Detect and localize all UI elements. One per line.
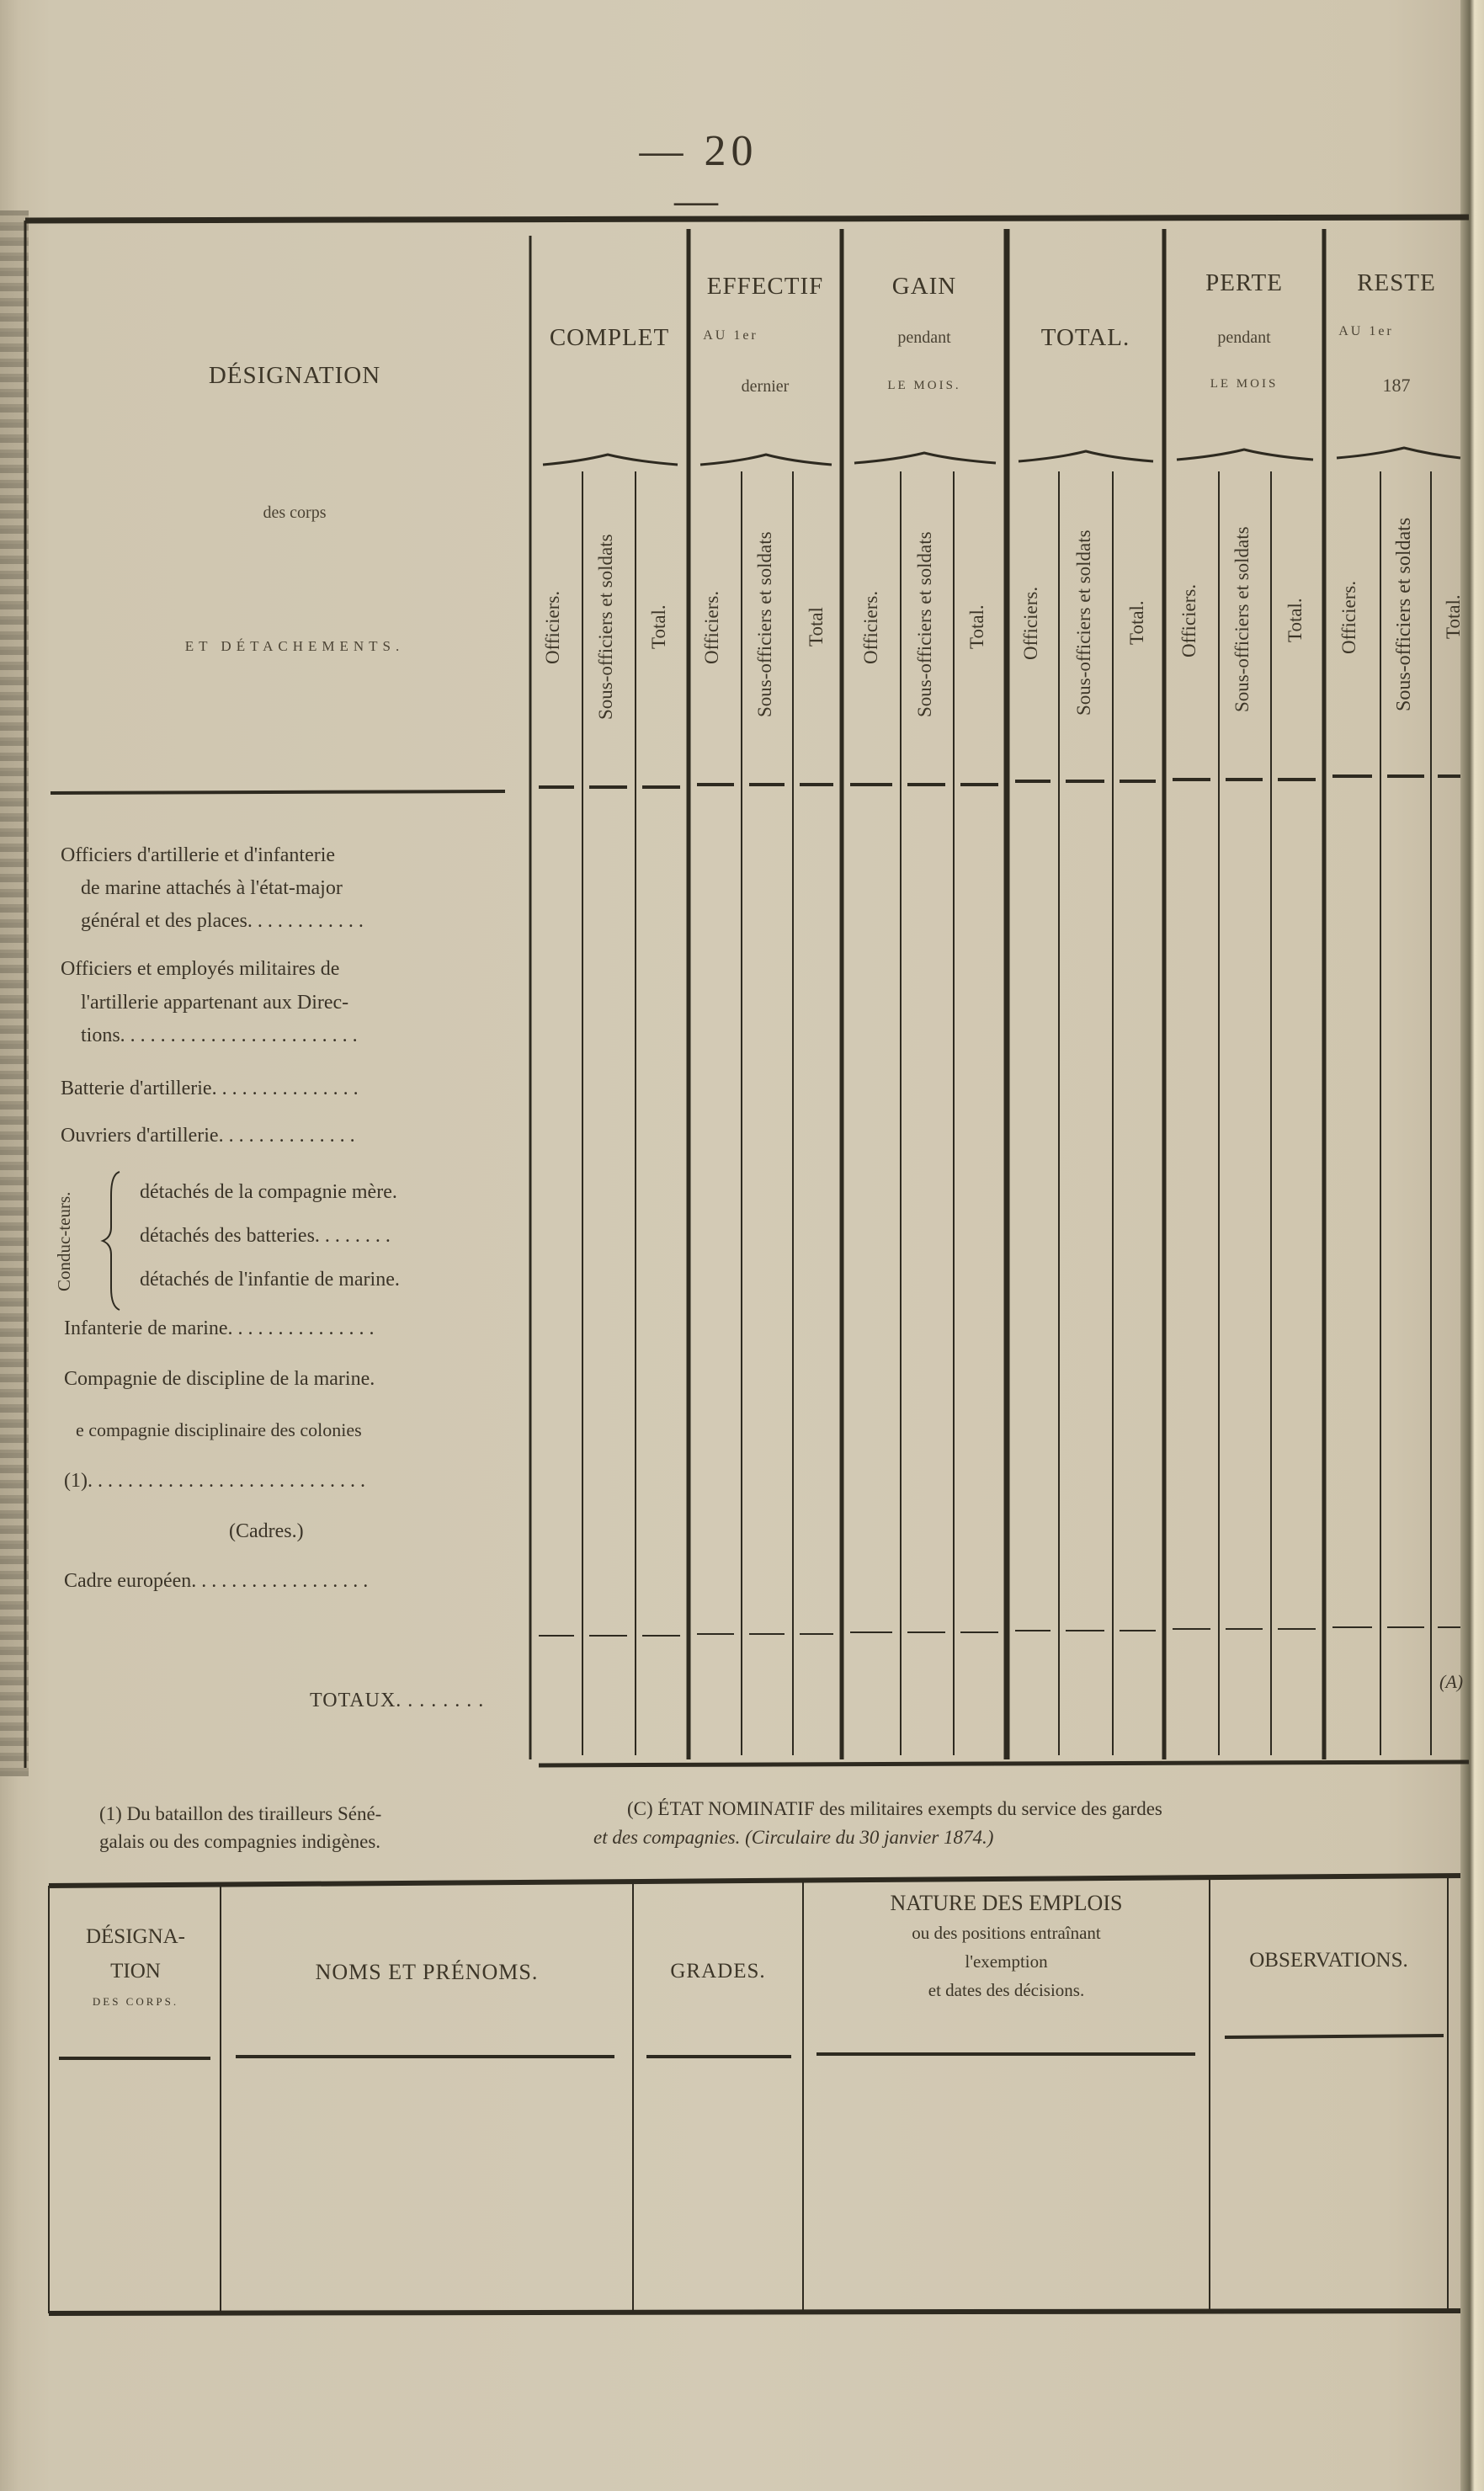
row-officiers-artillerie-2: de marine attachés à l'état-major bbox=[81, 877, 343, 899]
table2-col-nature-2: ou des positions entraînant bbox=[912, 1923, 1101, 1943]
row-officiers-employes-3: tions. . . . . . . . . . . . . . . . . . . . . . . . bbox=[81, 1025, 358, 1046]
row-conducteurs-batteries: détachés des batteries. . . . . . . . bbox=[140, 1225, 391, 1247]
group-gain-line3: LE MOIS. bbox=[887, 379, 961, 392]
row-officiers-employes: Officiers et employés militaires de bbox=[61, 958, 340, 980]
row-batterie-artillerie: Batterie d'artillerie. . . . . . . . . . . . . . . bbox=[61, 1078, 359, 1099]
group-complet-title: COMPLET bbox=[549, 324, 670, 351]
designation-subtitle-2: ET DÉTACHEMENTS. bbox=[184, 638, 405, 654]
row-compagnie-disciplinaire: e compagnie disciplinaire des colonies bbox=[76, 1419, 362, 1440]
state-nominatif-title: (C) ÉTAT NOMINATIF des militaires exempts du service des gardes bbox=[627, 1798, 1162, 1819]
row-officiers-artillerie-3: général et des places. . . . . . . . . . . . bbox=[81, 910, 364, 932]
row-officiers-employes-2: l'artillerie appartenant aux Direc- bbox=[81, 992, 349, 1014]
perte-officiers: Officiers. bbox=[1178, 583, 1199, 657]
table2-col-designation-3: DES CORPS. bbox=[92, 1995, 179, 2008]
perte-total: Total. bbox=[1285, 598, 1306, 643]
complet-total: Total. bbox=[648, 604, 669, 650]
total-sous-officiers: Sous-officiers et soldats bbox=[1073, 530, 1094, 716]
effectif-total: Total bbox=[806, 607, 827, 647]
reste-sous-officiers: Sous-officiers et soldats bbox=[1393, 517, 1415, 712]
row-note-1: (1). . . . . . . . . . . . . . . . . . . . . . . . . . . . bbox=[64, 1470, 365, 1492]
page-number: — 20 — bbox=[639, 127, 758, 225]
group-gain-title: GAIN bbox=[891, 273, 957, 300]
row-conducteurs-infanterie: détachés de l'infantie de marine. bbox=[140, 1269, 400, 1291]
footnote-1-line2: galais ou des compagnies indigènes. bbox=[99, 1831, 381, 1852]
conducteurs-label: Conduc-teurs. bbox=[54, 1191, 74, 1292]
group-total-title: TOTAL. bbox=[1040, 324, 1130, 351]
table2-col-nature-4: et dates des décisions. bbox=[928, 1980, 1085, 2000]
group-reste-title: RESTE bbox=[1357, 269, 1436, 296]
state-nominatif-circulaire: et des compagnies. (Circulaire du 30 janvier 1874.) bbox=[593, 1827, 994, 1848]
group-perte-line3: LE MOIS bbox=[1210, 377, 1279, 391]
effectif-sous-officiers: Sous-officiers et soldats bbox=[754, 531, 775, 718]
row-ouvriers-artillerie: Ouvriers d'artillerie. . . . . . . . . . . . . . bbox=[61, 1125, 355, 1147]
row-officiers-artillerie: Officiers d'artillerie et d'infanterie bbox=[61, 844, 336, 866]
group-reste-line2: AU 1er bbox=[1338, 324, 1394, 338]
designation-title: DÉSIGNATION bbox=[208, 362, 381, 389]
group-perte-line2: pendant bbox=[1217, 328, 1271, 347]
row-cadre-europeen: Cadre européen. . . . . . . . . . . . . . . . . . bbox=[64, 1570, 369, 1592]
table2-col-observations: OBSERVATIONS. bbox=[1249, 1949, 1408, 1972]
row-cadres: (Cadres.) bbox=[229, 1520, 304, 1542]
reste-officiers: Officiers. bbox=[1338, 580, 1359, 654]
footnote-1-line1: (1) Du bataillon des tirailleurs Séné- bbox=[99, 1803, 382, 1824]
effectif-officiers: Officiers. bbox=[701, 590, 722, 664]
group-effectif-line2: AU 1er bbox=[703, 328, 758, 343]
table2-col-designation: DÉSIGNA- bbox=[85, 1925, 186, 1948]
table2-col-noms: NOMS ET PRÉNOMS. bbox=[315, 1960, 539, 1984]
table2-col-nature: NATURE DES EMPLOIS bbox=[890, 1891, 1123, 1915]
note-mark-a: (A) bbox=[1439, 1671, 1464, 1692]
total-total: Total. bbox=[1126, 600, 1147, 646]
group-effectif-title: EFFECTIF bbox=[706, 273, 824, 300]
group-gain-line2: pendant bbox=[897, 328, 951, 347]
reste-total: Total. bbox=[1443, 594, 1464, 640]
row-infanterie-marine: Infanterie de marine. . . . . . . . . . . . . . . bbox=[64, 1317, 375, 1339]
designation-subtitle: des corps bbox=[263, 503, 327, 522]
row-totaux: TOTAUX. . . . . . . . bbox=[310, 1690, 485, 1711]
group-reste-line3: 187 bbox=[1382, 375, 1411, 396]
row-conducteurs-compagnie: détachés de la compagnie mère. bbox=[140, 1181, 397, 1203]
group-effectif-line3: dernier bbox=[741, 377, 790, 396]
complet-officiers: Officiers. bbox=[542, 590, 563, 664]
row-compagnie-discipline: Compagnie de discipline de la marine. bbox=[64, 1368, 375, 1390]
perte-sous-officiers: Sous-officiers et soldats bbox=[1231, 526, 1253, 713]
table2-col-grades: GRADES. bbox=[670, 1960, 766, 1983]
total-officiers: Officiers. bbox=[1020, 586, 1041, 660]
gain-officiers: Officiers. bbox=[860, 590, 881, 664]
complet-sous-officiers: Sous-officiers et soldats bbox=[595, 534, 616, 721]
table2-col-designation-2: TION bbox=[110, 1960, 161, 1983]
gain-sous-officiers: Sous-officiers et soldats bbox=[914, 531, 935, 718]
table2-col-nature-3: l'exemption bbox=[965, 1951, 1048, 1972]
group-perte-title: PERTE bbox=[1205, 269, 1283, 296]
gain-total: Total. bbox=[966, 604, 987, 650]
